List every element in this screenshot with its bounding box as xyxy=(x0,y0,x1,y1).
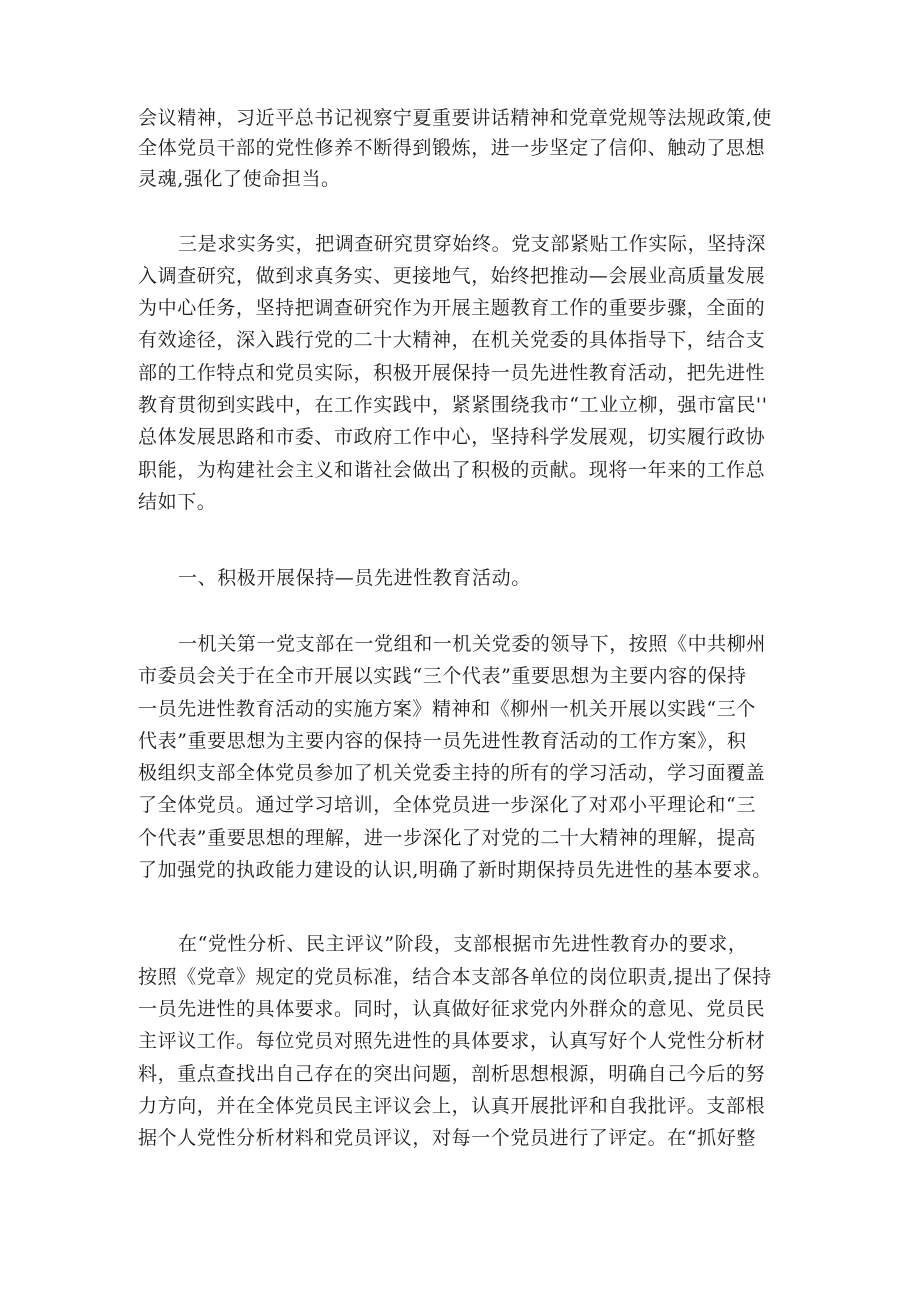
paragraph-5-line-7: 据个人党性分析材料和党员评议，对每一个党员进行了评定。在“抓好整 xyxy=(138,1127,756,1149)
paragraph-2-line-8: 职能，为构建社会主义和谐社会做出了积极的贡献。现将一年来的工作总 xyxy=(138,459,766,481)
paragraph-4-line-2: 市委员会关于在全市开展以实践“三个代表”重要思想为主要内容的保持 xyxy=(138,665,747,687)
paragraph-2-line-1: 三是求实务实，把调查研究贯穿始终。党支部紧贴工作实际，坚持深 xyxy=(178,233,767,255)
paragraph-5-line-5: 料，重点查找出自己存在的突出问题，剖析思想根源，明确自己今后的努 xyxy=(138,1063,766,1085)
paragraph-4-line-5: 极组织支部全体党员参加了机关党委主持的所有的学习活动，学习面覆盖 xyxy=(138,762,766,784)
section-heading-1: 一、积极开展保持—员先进性教育活动。 xyxy=(178,567,531,589)
paragraph-5-line-4: 主评议工作。每位党员对照先进性的具体要求，认真写好个人党性分析材 xyxy=(138,1030,766,1052)
paragraph-2-line-7: 总体发展思路和市委、市政府工作中心，坚持科学发展观，切实履行政协 xyxy=(138,426,766,448)
paragraph-5-line-1: 在“党性分析、民主评议”阶段，支部根据市先进性教育办的要求， xyxy=(178,933,748,955)
paragraph-4-line-7: 个代表”重要思想的理解，进一步深化了对党的二十大精神的理解，提高 xyxy=(138,827,756,849)
paragraph-1-line-1: 会议精神，习近平总书记视察宁夏重要讲话精神和党章党规等法规政策,使 xyxy=(138,107,772,129)
paragraph-2-line-9: 结如下。 xyxy=(138,491,217,513)
paragraph-4-line-8: 了加强党的执政能力建设的认识,明确了新时期保持员先进性的基本要求。 xyxy=(138,859,772,881)
paragraph-1-line-2: 全体党员干部的党性修养不断得到锻炼，进一步坚定了信仰、触动了思想 xyxy=(138,137,766,159)
paragraph-5-line-2: 按照《党章》规定的党员标准，结合本支部各单位的岗位职责,提出了保持 xyxy=(138,966,772,988)
paragraph-2-line-2: 入调查研究，做到求真务实、更接地气，始终把推动—会展业高质量发展 xyxy=(138,265,766,287)
paragraph-2-line-3: 为中心任务，坚持把调查研究作为开展主题教育工作的重要步骤，全面的 xyxy=(138,297,766,319)
paragraph-4-line-3: 一员先进性教育活动的实施方案》精神和《柳州一机关开展以实践“三个 xyxy=(138,698,756,720)
paragraph-1-line-3: 灵魂,强化了使命担当。 xyxy=(138,168,341,190)
paragraph-5-line-3: 一员先进性的具体要求。同时，认真做好征求党内外群众的意见、党员民 xyxy=(138,998,766,1020)
paragraph-2-line-6: 教育贯彻到实践中，在工作实践中，紧紧围绕我市“工业立柳，强市富民'' xyxy=(138,394,768,416)
paragraph-2-line-4: 有效途径，深入践行党的二十大精神，在机关党委的具体指导下，结合支 xyxy=(138,329,766,351)
paragraph-4-line-6: 了全体党员。通过学习培训，全体党员进一步深化了对邓小平理论和“三 xyxy=(138,794,756,816)
paragraph-5-line-6: 力方向，并在全体党员民主评议会上，认真开展批评和自我批评。支部根 xyxy=(138,1095,766,1117)
paragraph-4-line-1: 一机关第一党支部在一党组和一机关党委的领导下，按照《中共柳州 xyxy=(178,633,767,655)
paragraph-4-line-4: 代表”重要思想为主要内容的保持一员先进性教育活动的工作方案》，积 xyxy=(138,730,747,752)
paragraph-2-line-5: 部的工作特点和党员实际，积极开展保持一员先进性教育活动，把先进性 xyxy=(138,362,766,384)
